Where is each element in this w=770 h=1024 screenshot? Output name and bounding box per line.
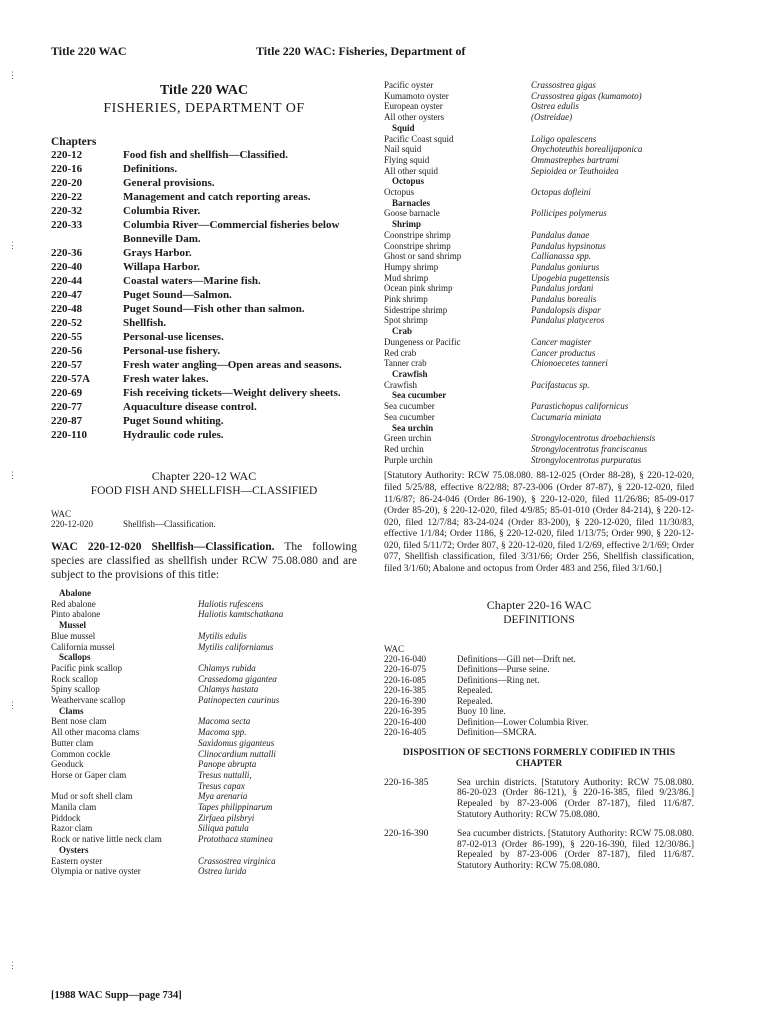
species-row (384, 305, 694, 316)
species-scientific-name: Parastichopus californicus (531, 401, 629, 412)
species-row (384, 337, 694, 348)
chapter-12-title: Chapter 220-12 WAC (151, 469, 257, 483)
species-common-name: Nail squid (384, 144, 422, 155)
species-common-name: California mussel (51, 641, 115, 652)
chapter-16-title: Chapter 220-16 WAC (486, 597, 592, 612)
wac-label: WAC (384, 643, 404, 654)
species-common-name: Geoduck (51, 759, 84, 770)
species-common-name: Pink shrimp (384, 294, 428, 305)
species-common-name: Manila clam (51, 802, 97, 813)
chapter-text: Personal-use fishery. (123, 345, 221, 357)
species-row (51, 759, 357, 770)
species-row (51, 631, 357, 642)
definition-text: Definition—Lower Columbia River. (457, 716, 589, 727)
species-common-name: Coonstripe shrimp (384, 240, 451, 251)
wac-number: 220-12-020 (51, 519, 93, 529)
section-paragraph (51, 540, 357, 582)
species-common-name: Red abalone (51, 598, 96, 609)
species-scientific-name: Saxidomus giganteus (198, 737, 275, 748)
margin-mark: ⋮ (8, 700, 17, 710)
definition-number: 220-16-405 (384, 727, 426, 738)
species-list-left (51, 588, 357, 877)
margin-mark: ⋮ (8, 960, 17, 970)
chapter-row (51, 414, 357, 428)
species-row (384, 433, 694, 444)
species-common-name: Rock or native little neck clam (51, 834, 162, 845)
species-common-name: Red urchin (384, 443, 424, 454)
species-scientific-name: Chlamys hastata (198, 684, 259, 695)
species-row (51, 642, 357, 653)
chapter-number: 220-52 (51, 317, 83, 329)
section-lead: WAC 220-12-020 Shellfish—Classification. (51, 541, 275, 553)
species-group-heading: Abalone (59, 588, 92, 598)
species-common-name: Tanner crab (384, 358, 427, 369)
definition-text: Buoy 10 line. (457, 706, 506, 717)
chapter-text: Puget Sound whiting. (123, 415, 224, 427)
definition-row (384, 654, 694, 665)
species-scientific-name: Cucumaria miniata (531, 411, 602, 422)
chapter-text: Food fish and shellfish—Classified. (123, 149, 289, 161)
species-row (384, 91, 694, 102)
species-scientific-name: Haliotis kamtschatkana (198, 609, 284, 620)
chapter-number: 220-57A (51, 373, 91, 385)
species-common-name: All other oysters (384, 112, 444, 123)
species-common-name: Horse or Gaper clam (51, 769, 127, 780)
species-common-name: Ghost or sand shrimp (384, 251, 462, 262)
species-row (51, 856, 357, 867)
species-scientific-name: Octopus dofleini (531, 187, 591, 198)
species-row (384, 358, 694, 369)
species-row (51, 802, 357, 813)
definition-row (384, 685, 694, 696)
species-group-heading: Scallops (59, 652, 91, 663)
species-scientific-name: Ommastrephes bartrami (531, 154, 619, 165)
species-scientific-name: Tresus capax (198, 780, 245, 791)
species-group-heading: Sea urchin (392, 422, 434, 433)
chapter-text: Definitions. (123, 163, 178, 175)
species-common-name: Spiny scallop (51, 684, 100, 695)
species-scientific-name: Pandalus danae (531, 229, 590, 240)
chapter-row (51, 162, 357, 176)
wac-label: WAC (51, 509, 71, 519)
chapter-number: 220-87 (51, 415, 83, 427)
statutory-authority: [Statutory Authority: RCW 75.08.080. 88-12-025 (Order 88-28), § 220-12-020, filed 5/25/88, effective 8/22/88; 87-23-006 (Order 87-87), § 220-12-020, filed 11/6/87; 86-24-046 (Order 86-190), § 220-12-020, filed 11/26/86; 85-09-017 (Order 85-20), § 220-12-020, filed 4/9/85; 85-01-010 (Order 84-214), § 220-12-020, filed 12/7/84; 83-24-024 (Order 83-200), § 220-12-020, filed 11/30/83, effective 1/1/84; Order 1186, § 220-12-020, filed 1/13/75; Order 990, § 220-12-020, filed 5/11/72; Order 807, § 220-12-020, filed 1/2/69, effective 2/1/69; Order 077, Shellfish classification, filed 3/31/66; Order 256, Shellfish classification, filed 3/1/60; Abalone and octopus from Order 483 and 256, filed 3/1/60.] (384, 471, 694, 575)
species-scientific-name: Cancer productus (531, 347, 596, 358)
species-scientific-name: Callianassa spp. (531, 251, 592, 262)
definition-number: 220-16-085 (384, 674, 426, 685)
species-scientific-name: Strongylocentrotus droebachiensis (531, 433, 656, 444)
species-scientific-name: Tapes philippinarum (198, 802, 273, 813)
species-row (51, 727, 357, 738)
definition-number: 220-16-390 (384, 695, 426, 706)
chapter-number: 220-47 (51, 289, 83, 301)
species-scientific-name: Zirfaea pilsbryi (198, 812, 255, 823)
margin-mark: ⋮ (8, 240, 17, 250)
species-scientific-name: Ostrea lurida (198, 866, 247, 877)
margin-mark: ⋮ (8, 470, 17, 480)
chapter-number: 220-40 (51, 261, 83, 273)
species-row (51, 695, 357, 706)
species-row (51, 781, 357, 792)
title-sub: FISHERIES, DEPARTMENT OF (103, 101, 305, 116)
species-common-name: Pacific pink scallop (51, 662, 122, 673)
species-common-name: Olympia or native oyster (51, 866, 141, 877)
species-common-name: Kumamoto oyster (384, 90, 449, 101)
chapter-number: 220-33 (51, 219, 83, 231)
definition-row (384, 727, 694, 738)
disposition-text: Sea cucumber districts. [Statutory Authority: RCW 75.08.080. 87-02-013 (Order 86-199), § 220-16-390, filed 12/30/86.] Repealed by 87-23-006 (Order 87-187), filed 11/6/87. Statutory Authority: RCW 75.08.080. (457, 828, 694, 872)
chapter-number: 220-48 (51, 303, 83, 315)
definition-row (384, 696, 694, 707)
species-row (384, 401, 694, 412)
species-scientific-name: Strongylocentrotus purpuratus (531, 454, 642, 465)
species-common-name: Dungeness or Pacific (384, 336, 461, 347)
disposition-row (384, 778, 694, 821)
chapter-row (51, 358, 357, 372)
chapter-number: 220-57 (51, 359, 83, 371)
species-row (51, 716, 357, 727)
species-scientific-name: Pandalus jordani (531, 283, 594, 294)
disposition-list (384, 778, 694, 872)
definition-number: 220-16-395 (384, 706, 426, 717)
species-common-name: Sidestripe shrimp (384, 304, 448, 315)
chapter-row (51, 148, 357, 162)
definition-row (384, 675, 694, 686)
species-row (51, 770, 357, 781)
species-group-heading: Clams (59, 705, 84, 716)
species-row (384, 241, 694, 252)
species-scientific-name: Pandalus hypsinotus (531, 240, 606, 251)
species-scientific-name: Clinocardium nuttalli (198, 748, 276, 759)
chapter-number: 220-55 (51, 331, 83, 343)
species-group-heading: Octopus (392, 176, 425, 187)
species-row (51, 684, 357, 695)
margin-mark: ⋮ (8, 70, 17, 80)
species-group-heading: Crab (392, 326, 412, 337)
species-common-name: Weathervane scallop (51, 695, 126, 706)
definition-row (384, 717, 694, 728)
species-scientific-name: Sepioidea or Teuthoidea (531, 165, 619, 176)
definition-text: Definitions—Ring net. (457, 674, 540, 685)
chapter-text: Personal-use licenses. (123, 331, 224, 343)
species-common-name: Piddock (51, 812, 81, 823)
species-scientific-name: Siliqua patula (198, 823, 249, 834)
definition-number: 220-16-040 (384, 653, 426, 664)
species-row (51, 738, 357, 749)
disposition-title: DISPOSITION OF SECTIONS FORMERLY CODIFIED IN THIS CHAPTER (402, 747, 676, 769)
species-common-name: Humpy shrimp (384, 261, 439, 272)
species-row (384, 412, 694, 423)
species-row (51, 791, 357, 802)
chapter-row (51, 204, 357, 218)
definition-text: Repealed. (457, 695, 493, 706)
species-scientific-name: Mytilis edulis (198, 630, 247, 641)
left-column (51, 82, 357, 877)
species-common-name: All other macoma clams (51, 727, 140, 738)
definition-number: 220-16-400 (384, 716, 426, 727)
species-common-name: Common cockle (51, 748, 111, 759)
species-scientific-name: Pacifastacus sp. (531, 379, 590, 390)
species-common-name: All other squid (384, 165, 438, 176)
species-row (51, 834, 357, 845)
species-scientific-name: Strongylocentrotus franciscanus (531, 443, 648, 454)
species-row (51, 823, 357, 834)
species-common-name: Razor clam (51, 823, 93, 834)
chapter-number: 220-22 (51, 191, 83, 203)
species-common-name: Sea cucumber (384, 401, 435, 412)
chapter-text: Grays Harbor. (123, 247, 192, 259)
header-left: Title 220 WAC (51, 44, 127, 58)
species-group-heading: Mussel (59, 620, 86, 631)
species-row (384, 251, 694, 262)
chapter-row (51, 400, 357, 414)
chapter-text: Aquaculture disease control. (123, 401, 257, 413)
species-row (384, 348, 694, 359)
species-common-name: Green urchin (384, 433, 432, 444)
chapter-row (51, 372, 357, 386)
species-group-heading: Shrimp (392, 219, 422, 230)
definition-text: Definitions—Purse seine. (457, 664, 550, 675)
species-scientific-name: Chlamys rubida (198, 662, 256, 673)
chapter-text: Coastal waters—Marine fish. (123, 275, 261, 287)
species-row (51, 813, 357, 824)
chapters-list (51, 148, 357, 442)
species-scientific-name: Loligo opalescens (531, 133, 597, 144)
species-row (384, 80, 694, 91)
species-scientific-name: Macoma spp. (198, 727, 247, 738)
species-row (384, 166, 694, 177)
species-row (384, 155, 694, 166)
species-scientific-name: Crassostrea gigas (531, 80, 596, 90)
species-list-right (384, 80, 694, 465)
chapter-number: 220-32 (51, 205, 83, 217)
species-group-heading: Oysters (59, 844, 89, 855)
species-row (51, 749, 357, 760)
species-scientific-name: Tresus nuttalli, (198, 769, 252, 780)
definitions-list (384, 654, 694, 738)
species-scientific-name: Pollicipes polymerus (531, 208, 607, 219)
species-scientific-name: Macoma secta (198, 716, 251, 727)
species-row (384, 444, 694, 455)
species-scientific-name: Patinopecten caurinus (198, 695, 280, 706)
species-scientific-name: Onychoteuthis borealijaponica (531, 144, 643, 155)
species-group-heading: Squid (392, 122, 415, 133)
definition-text: Repealed. (457, 685, 493, 696)
chapter-row (51, 428, 357, 442)
species-scientific-name: Pandalus borealis (531, 294, 597, 305)
definition-text: Definitions—Gill net—Drift net. (457, 653, 576, 664)
species-row (384, 134, 694, 145)
chapter-row (51, 190, 357, 204)
species-group-heading: Crawfish (392, 368, 428, 379)
section-text: The following species are classified as shellfish under RCW 75.08.080 and are subject to the provisions of this title: (51, 541, 357, 581)
species-row (384, 112, 694, 123)
chapter-16-subtitle: DEFINITIONS (503, 613, 575, 626)
species-common-name: Goose barnacle (384, 208, 440, 219)
chapter-number: 220-12 (51, 149, 83, 161)
species-common-name (51, 781, 198, 792)
definition-row (384, 664, 694, 675)
chapter-number: 220-36 (51, 247, 83, 259)
species-row (51, 866, 357, 877)
species-group-heading: Sea cucumber (392, 390, 447, 401)
disposition-text: Sea urchin districts. [Statutory Authority: RCW 75.08.080. 86-20-023 (Order 86-121), § 220-16-385, filed 9/23/86.] Repealed by 87-23-006 (Order 87-187), filed 11/6/87. Statutory Authority: RCW 75.08.080. (457, 777, 694, 821)
species-row (384, 208, 694, 219)
chapter-text: Hydraulic code rules. (123, 429, 224, 441)
header-center: Title 220 WAC: Fisheries, Department of (256, 44, 466, 58)
species-row (384, 101, 694, 112)
species-common-name: Purple urchin (384, 454, 433, 465)
species-row (51, 663, 357, 674)
species-row (51, 599, 357, 610)
wac-row (51, 519, 357, 530)
species-common-name: Sea cucumber (384, 411, 435, 422)
species-scientific-name: Haliotis rufescens (198, 598, 264, 609)
chapter-number: 220-20 (51, 177, 83, 189)
chapter-number: 220-44 (51, 275, 83, 287)
chapter-text: Management and catch reporting areas. (123, 191, 311, 203)
species-scientific-name: Panope abrupta (198, 759, 257, 770)
chapters-label: Chapters (51, 136, 97, 148)
species-common-name: Pacific Coast squid (384, 133, 454, 144)
species-scientific-name: Pandalus goniurus (531, 261, 600, 272)
chapter-row (51, 330, 357, 344)
species-scientific-name: Pandalus platyceros (531, 315, 605, 326)
wac-text: Shellfish—Classification. (123, 519, 216, 529)
chapter-row (51, 288, 357, 302)
species-common-name: Spot shrimp (384, 315, 428, 326)
chapter-row (51, 218, 357, 246)
species-common-name: Rock scallop (51, 673, 98, 684)
chapter-number: 220-110 (51, 429, 88, 441)
species-row (384, 380, 694, 391)
species-row (384, 187, 694, 198)
species-row (384, 262, 694, 273)
chapter-text: Columbia River. (123, 205, 201, 217)
right-column (384, 80, 694, 872)
species-common-name: Blue mussel (51, 630, 96, 641)
species-common-name: Ocean pink shrimp (384, 283, 453, 294)
chapter-text: Willapa Harbor. (123, 261, 201, 273)
definition-number: 220-16-075 (384, 664, 426, 675)
chapter-row (51, 344, 357, 358)
species-row (384, 455, 694, 466)
species-scientific-name: Upogebia pugettensis (531, 272, 610, 283)
chapter-number: 220-16 (51, 163, 83, 175)
definition-number: 220-16-385 (384, 685, 426, 696)
species-common-name: Butter clam (51, 737, 94, 748)
species-group-heading: Barnacles (392, 197, 430, 208)
species-scientific-name: Crassedoma giganteα (198, 673, 277, 684)
chapter-row (51, 274, 357, 288)
chapter-text: Columbia River—Commercial fisheries below Bonneville Dam. (123, 219, 340, 245)
chapter-row (51, 260, 357, 274)
species-common-name: Pacific oyster (384, 80, 434, 90)
species-common-name: Coonstripe shrimp (384, 229, 451, 240)
species-common-name: Pinto abalone (51, 609, 101, 620)
species-common-name: Crawfish (384, 379, 417, 390)
species-common-name: Octopus (384, 187, 414, 198)
definition-row (384, 706, 694, 717)
chapter-text: Fresh water angling—Open areas and seasons. (123, 359, 342, 371)
disposition-number: 220-16-385 (384, 777, 429, 788)
chapter-number: 220-56 (51, 345, 83, 357)
species-scientific-name: Mya arenaria (198, 791, 248, 802)
chapter-row (51, 316, 357, 330)
chapter-text: Puget Sound—Fish other than salmon. (123, 303, 305, 315)
species-row (51, 609, 357, 620)
species-row (384, 315, 694, 326)
chapter-text: Fish receiving tickets—Weight delivery sheets. (123, 387, 341, 399)
chapter-12-subtitle: FOOD FISH AND SHELLFISH—CLASSIFIED (90, 485, 318, 497)
species-scientific-name: Ostrea edulis (531, 101, 579, 112)
species-row (384, 230, 694, 241)
species-common-name: Mud or soft shell clam (51, 791, 133, 802)
species-common-name: Eastern oyster (51, 855, 103, 866)
disposition-row (384, 829, 694, 872)
chapter-number: 220-69 (51, 387, 83, 399)
chapter-row (51, 386, 357, 400)
chapter-row (51, 246, 357, 260)
species-scientific-name: Cancer magister (531, 336, 592, 347)
chapter-text: General provisions. (123, 177, 215, 189)
species-scientific-name: Chionoecetes tanneri (531, 358, 608, 369)
chapter-number: 220-77 (51, 401, 83, 413)
page-footer: [1988 WAC Supp—page 734] (51, 990, 182, 1001)
species-scientific-name: Crassostrea gigas (kumamoto) (531, 90, 642, 101)
species-scientific-name: (Ostreidae) (531, 112, 573, 123)
species-scientific-name: Pandalopsis dispar (531, 304, 601, 315)
chapter-row (51, 302, 357, 316)
species-row (51, 674, 357, 685)
species-common-name: European oyster (384, 101, 443, 112)
species-common-name: Mud shrimp (384, 272, 429, 283)
species-common-name: Flying squid (384, 154, 430, 165)
chapter-text: Fresh water lakes. (123, 373, 209, 385)
species-scientific-name: Crassostrea virginica (198, 855, 276, 866)
species-row (384, 294, 694, 305)
species-scientific-name: Mytilis californianus (198, 641, 274, 652)
species-row (384, 273, 694, 284)
chapter-text: Shellfish. (123, 317, 167, 329)
species-row (384, 144, 694, 155)
chapter-text: Puget Sound—Salmon. (123, 289, 232, 301)
species-common-name: Bent nose clam (51, 716, 107, 727)
species-scientific-name: Protothaca staminea (198, 834, 273, 845)
chapter-row (51, 176, 357, 190)
species-common-name: Red crab (384, 347, 417, 358)
title-main: Title 220 WAC (159, 83, 249, 98)
species-row (384, 283, 694, 294)
disposition-number: 220-16-390 (384, 828, 429, 839)
definition-text: Definition—SMCRA. (457, 727, 537, 738)
